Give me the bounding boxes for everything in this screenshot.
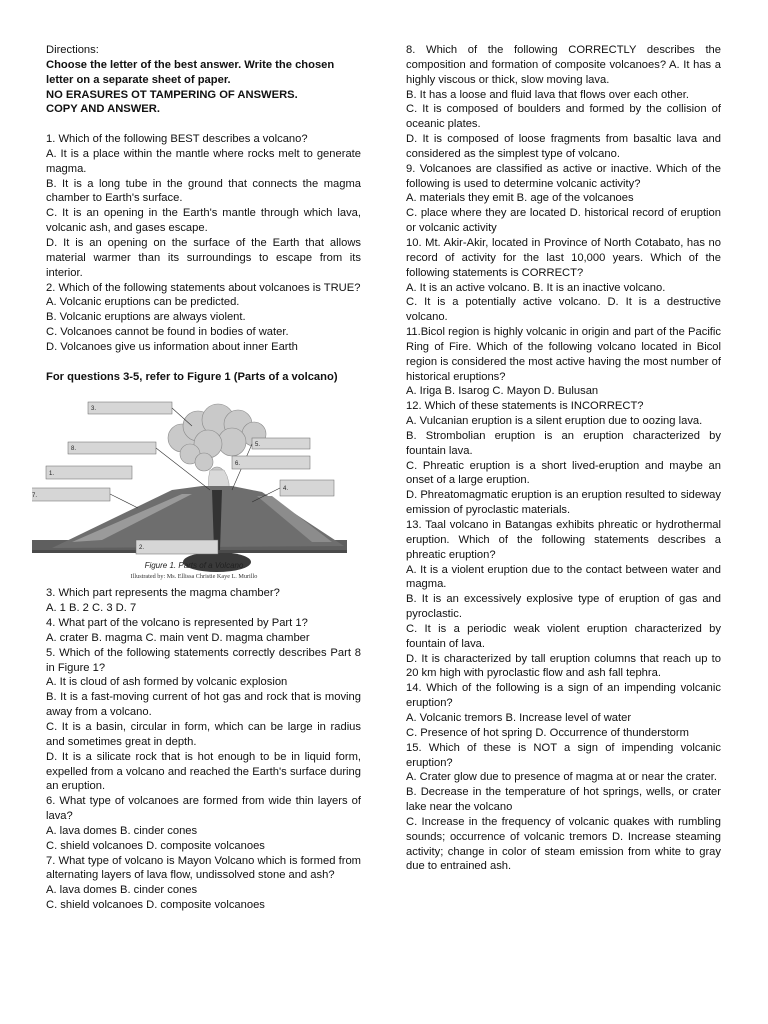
question-line: A. It is an active volcano. B. It is an inactive volcano. <box>406 281 666 294</box>
questions-8-15 <box>406 43 721 874</box>
question-line: B. It is a long tube in the ground that connects the magma chamber to Earth's surface. <box>46 177 361 205</box>
question-line: D. It is a silicate rock that is hot enough to be in liquid form, expelled from a volcano and reached the Earth's surface during an eruption. <box>46 750 361 793</box>
question-line: 2. Which of the following statements about volcanoes is TRUE? <box>46 281 361 294</box>
question-line: 1. Which of the following BEST describes a volcano? <box>46 133 308 146</box>
question-line: C. Presence of hot spring D. Occurrence of thunderstorm <box>406 726 689 739</box>
questions-3-7 <box>46 586 361 913</box>
question-line: A. Iriga B. Isarog C. Mayon D. Bulusan <box>406 385 599 398</box>
question-line: A. 1 B. 2 C. 3 D. 7 <box>46 602 137 615</box>
part-label-4: 4. <box>283 486 289 493</box>
question-line: C. shield volcanoes D. composite volcanoes <box>46 839 265 852</box>
question-line: 3. Which part represents the magma chamber? <box>46 587 280 600</box>
question-line: D. It is composed of loose fragments from basaltic lava and considered as the simplest type of volcano. <box>406 133 721 160</box>
question-line: C. It is a periodic weak violent eruption characterized by fountain of lava. <box>406 622 721 650</box>
question-line: 7. What type of volcano is Mayon Volcano which is formed from alternating layers of lava flow, undissolved stone and ash? <box>46 854 361 882</box>
question-line: A. It is a violent eruption due to the contact between water and magma. <box>406 563 721 591</box>
question-line: B. It is an excessively explosive type of eruption of gas and pyroclastic. <box>406 593 721 621</box>
spacer <box>46 355 361 370</box>
question-line: 8. Which of the following CORRECTLY describes the composition and formation of composite volcanoes? A. It has a highly viscous or thick, slow moving lava. <box>406 44 721 86</box>
label-box-1 <box>46 466 132 479</box>
figure-caption: Figure 1. Parts of a Volcano <box>144 561 244 571</box>
question-line: 13. Taal volcano in Batangas exhibits phreatic or hydrothermal eruption. Which of the following statements describes a phreatic eruption? <box>406 519 721 561</box>
question-line: D. It is characterized by tall eruption columns that reach up to 20 km high with pyroclastic flow and ash fall tephra. <box>406 652 721 680</box>
question-line: 9. Volcanoes are classified as active or inactive. Which of the following is used to determine volcanic activity? <box>406 162 721 190</box>
label-box-2 <box>136 540 218 554</box>
label-box-8 <box>68 442 156 454</box>
question-line: A. lava domes B. cinder cones <box>46 884 198 897</box>
question-line: C. It is an opening in the Earth's mantle through which lava, volcanic ash, and gases escape. <box>46 207 361 235</box>
question-line: 6. What type of volcanoes are formed from wide thin layers of lava? <box>46 795 361 823</box>
question-line: 12. Which of these statements is INCORRECT? <box>406 400 644 413</box>
questions-1-2 <box>46 132 361 355</box>
question-line: A. It is a place within the mantle where rocks melt to generate magma. <box>46 147 361 175</box>
question-line: A. It is cloud of ash formed by volcanic explosion <box>46 676 288 689</box>
directions-title: Directions: <box>46 44 99 56</box>
directions-instruction: Choose the letter of the best answer. Write the chosen letter on a separate sheet of paper. <box>46 58 335 86</box>
part-label-1: 1. <box>49 471 55 478</box>
question-line: A. Vulcanian eruption is a silent eruption due to oozing lava. <box>406 415 703 428</box>
question-line: B. It has a loose and fluid lava that flows over each other. <box>406 88 689 101</box>
question-line: 14. Which of the following is a sign of an impending volcanic eruption? <box>406 682 721 710</box>
part-label-5: 5. <box>255 442 261 449</box>
question-line: A. Crater glow due to presence of magma at or near the crater. <box>406 771 717 784</box>
question-line: B. Volcanic eruptions are always violent. <box>46 311 246 324</box>
label-box-6 <box>232 456 310 469</box>
volcano-diagram <box>32 390 347 586</box>
part-label-3: 3. <box>91 406 97 413</box>
question-line: 4. What part of the volcano is represented by Part 1? <box>46 617 308 630</box>
part-label-6: 6. <box>235 461 241 468</box>
question-line: C. It is composed of boulders and formed by the collision of oceanic plates. <box>406 103 721 131</box>
part-label-2: 2. <box>139 545 145 552</box>
part-label-8: 8. <box>71 446 77 453</box>
question-line: C. place where they are located D. historical record of eruption or volcanic activity <box>406 207 721 235</box>
directions-copy: COPY AND ANSWER. <box>46 103 160 116</box>
right-column <box>406 43 721 874</box>
question-line: C. It is a potentially active volcano. D. It is a destructive volcano. <box>406 296 721 324</box>
question-line: C. Volcanoes cannot be found in bodies of water. <box>46 326 289 339</box>
question-line: D. It is an opening on the surface of the Earth that allows material warmer than its surroundings to escape from its interior. <box>46 236 361 279</box>
question-line: C. Phreatic eruption is a short lived-eruption and maybe an onset of a large eruption. <box>406 459 721 487</box>
question-line: B. Strombolian eruption is an eruption characterized by fountain lava. <box>406 429 721 457</box>
left-column <box>32 43 361 913</box>
label-box-4 <box>280 480 334 496</box>
question-line: A. lava domes B. cinder cones <box>46 824 198 837</box>
question-line: 11.Bicol region is highly volcanic in origin and part of the Pacific Ring of Fire. Which of the following volcano located in Bicol region is considered the most active having the most number of historical eruptions? <box>406 326 721 383</box>
question-line: 5. Which of the following statements correctly describes Part 8 in Figure 1? <box>46 646 361 674</box>
question-line: 15. Which of these is NOT a sign of impending volcanic eruption? <box>406 741 721 769</box>
label-box-3 <box>88 402 172 414</box>
directions-no-erasures: NO ERASURES OT TAMPERING OF ANSWERS. <box>46 88 298 101</box>
question-line: A. crater B. magma C. main vent D. magma chamber <box>46 631 310 644</box>
question-line: D. Phreatomagmatic eruption is an eruption resulted to sideway emission of pyroclastic materials. <box>406 489 721 517</box>
question-line: B. It is a fast-moving current of hot gas and rock that is moving away from a volcano. <box>46 691 361 719</box>
question-line: C. Increase in the frequency of volcanic quakes with rumbling sounds; occurrence of volcanic tremors D. Increase steaming activity; change in color of steam emission from white to gray due to entrained ash. <box>406 815 721 873</box>
question-line: 10. Mt. Akir-Akir, located in Province of North Cotabato, has no record of activity for the last 10,000 years. Which of the following statements is CORRECT? <box>406 236 721 279</box>
label-box-7 <box>32 488 110 501</box>
question-line: C. It is a basin, circular in form, which can be large in radius and sometimes great in depth. <box>46 721 361 748</box>
figure-heading: For questions 3-5, refer to Figure 1 (Parts of a volcano) <box>46 370 338 383</box>
question-line: D. Volcanoes give us information about inner Earth <box>46 340 298 353</box>
figure-credit: Illustrated by: Ms. Ellissa Christie Kaye L. Murillo <box>130 573 258 581</box>
part-label-7: 7. <box>32 493 38 500</box>
question-line: A. Volcanic eruptions can be predicted. <box>46 296 240 309</box>
spacer <box>46 117 361 132</box>
volcano-figure <box>32 390 347 586</box>
question-line: A. materials they emit B. age of the volcanoes <box>406 192 634 205</box>
label-box-5 <box>252 438 310 449</box>
question-line: A. Volcanic tremors B. Increase level of water <box>406 711 632 724</box>
question-line: B. Decrease in the temperature of hot springs, wells, or crater lake near the volcano <box>406 786 721 814</box>
question-line: C. shield volcanoes D. composite volcanoes <box>46 899 265 912</box>
